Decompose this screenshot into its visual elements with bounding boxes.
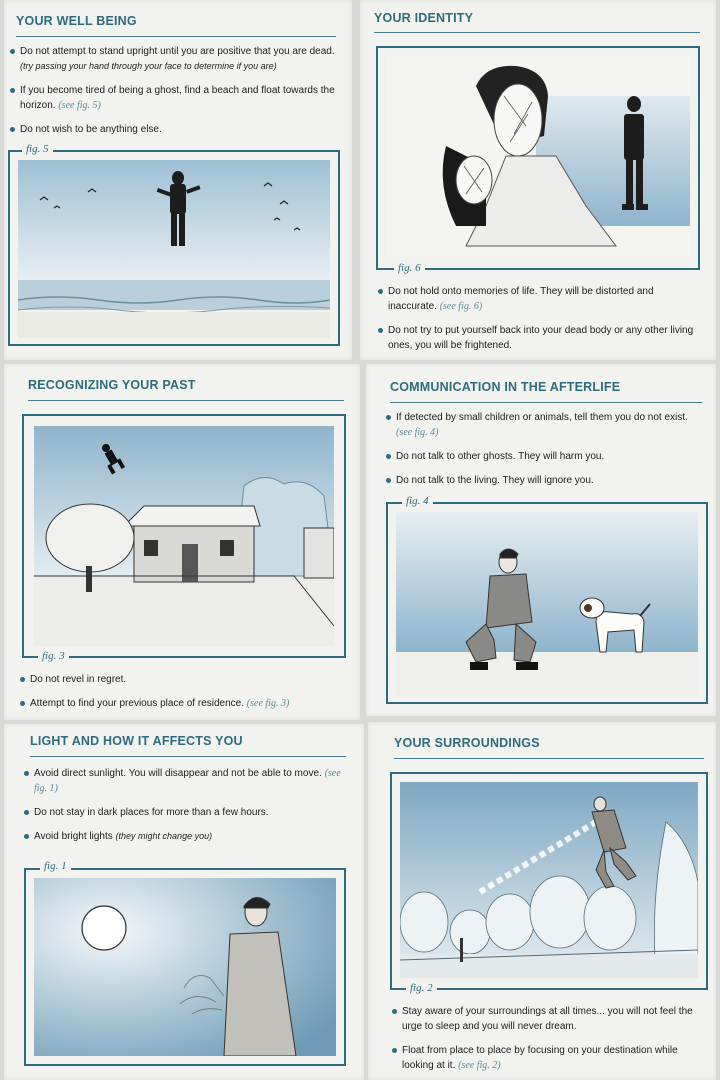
title-rule <box>390 402 702 403</box>
list-item: Do not wish to be anything else. <box>10 122 340 137</box>
list-item: If you become tired of being a ghost, find a beach and float towards the horizon. (see fig. 5) <box>10 83 340 113</box>
list-item: Avoid direct sunlight. You will disappear and not be able to move. (see fig. 1) <box>24 766 344 796</box>
title-rule <box>374 32 700 33</box>
bullet-list <box>378 284 698 360</box>
panel-well-being <box>4 0 352 360</box>
house-residence-illustration <box>34 426 334 646</box>
man-in-sunlight-illustration <box>34 878 336 1056</box>
figure-label: fig. 2 <box>406 982 437 994</box>
panel-identity <box>360 0 716 360</box>
figure-label: fig. 4 <box>402 495 433 507</box>
bullet-list <box>392 1004 710 1080</box>
section-title: YOUR SURROUNDINGS <box>394 736 540 750</box>
list-item: Do not revel in regret. <box>20 672 340 687</box>
section-title: YOUR IDENTITY <box>374 11 474 25</box>
floating-ghost-over-town-illustration <box>400 782 698 978</box>
figure-label: fig. 3 <box>38 650 69 662</box>
list-item: If detected by small children or animals, tell them you do not exist. (see fig. 4) <box>386 410 704 440</box>
section-title: RECOGNIZING YOUR PAST <box>28 378 196 392</box>
list-item: Do not stay in dark places for more than a few hours. <box>24 805 344 820</box>
title-rule <box>30 756 346 757</box>
section-title: COMMUNICATION IN THE AFTERLIFE <box>390 380 621 394</box>
bullet-list <box>24 766 344 853</box>
list-item: Do not attempt to stand upright until you are positive that you are dead. (try passing your hand through your face to determine if you are) <box>10 44 340 74</box>
title-rule <box>28 400 344 401</box>
title-rule <box>394 758 704 759</box>
section-title: YOUR WELL BEING <box>16 14 137 28</box>
shattered-memory-illustration <box>386 56 690 256</box>
ghost-floating-over-beach-illustration <box>18 160 330 338</box>
title-rule <box>16 36 336 37</box>
list-item: Do not hold onto memories of life. They will be distorted and inaccurate. (see fig. 6) <box>378 284 698 314</box>
panel-surroundings <box>368 722 716 1080</box>
figure-label: fig. 1 <box>40 860 71 872</box>
man-and-dog-illustration <box>396 512 698 696</box>
panel-communication <box>366 364 716 716</box>
bullet-list <box>386 410 704 497</box>
list-item: Stay aware of your surroundings at all times... you will not feel the urge to sleep and you will never dream. <box>392 1004 710 1034</box>
panel-light <box>4 724 364 1080</box>
list-item: Avoid bright lights (they might change you) <box>24 829 344 844</box>
list-item: Attempt to find your previous place of residence. (see fig. 3) <box>20 696 340 711</box>
list-item: Do not talk to other ghosts. They will harm you. <box>386 449 704 464</box>
section-title: LIGHT AND HOW IT AFFECTS YOU <box>30 734 243 748</box>
figure-label: fig. 6 <box>394 262 425 274</box>
list-item: Do not try to put yourself back into your dead body or any other living ones, you will be frightened. <box>378 323 698 353</box>
figure-label: fig. 5 <box>22 143 53 155</box>
bullet-list <box>10 44 340 146</box>
list-item: Float from place to place by focusing on your destination while looking at it. (see fig. 2) <box>392 1043 710 1073</box>
panel-recognizing-past <box>4 364 360 720</box>
bullet-list <box>20 672 340 720</box>
list-item: Do not talk to the living. They will ignore you. <box>386 473 704 488</box>
